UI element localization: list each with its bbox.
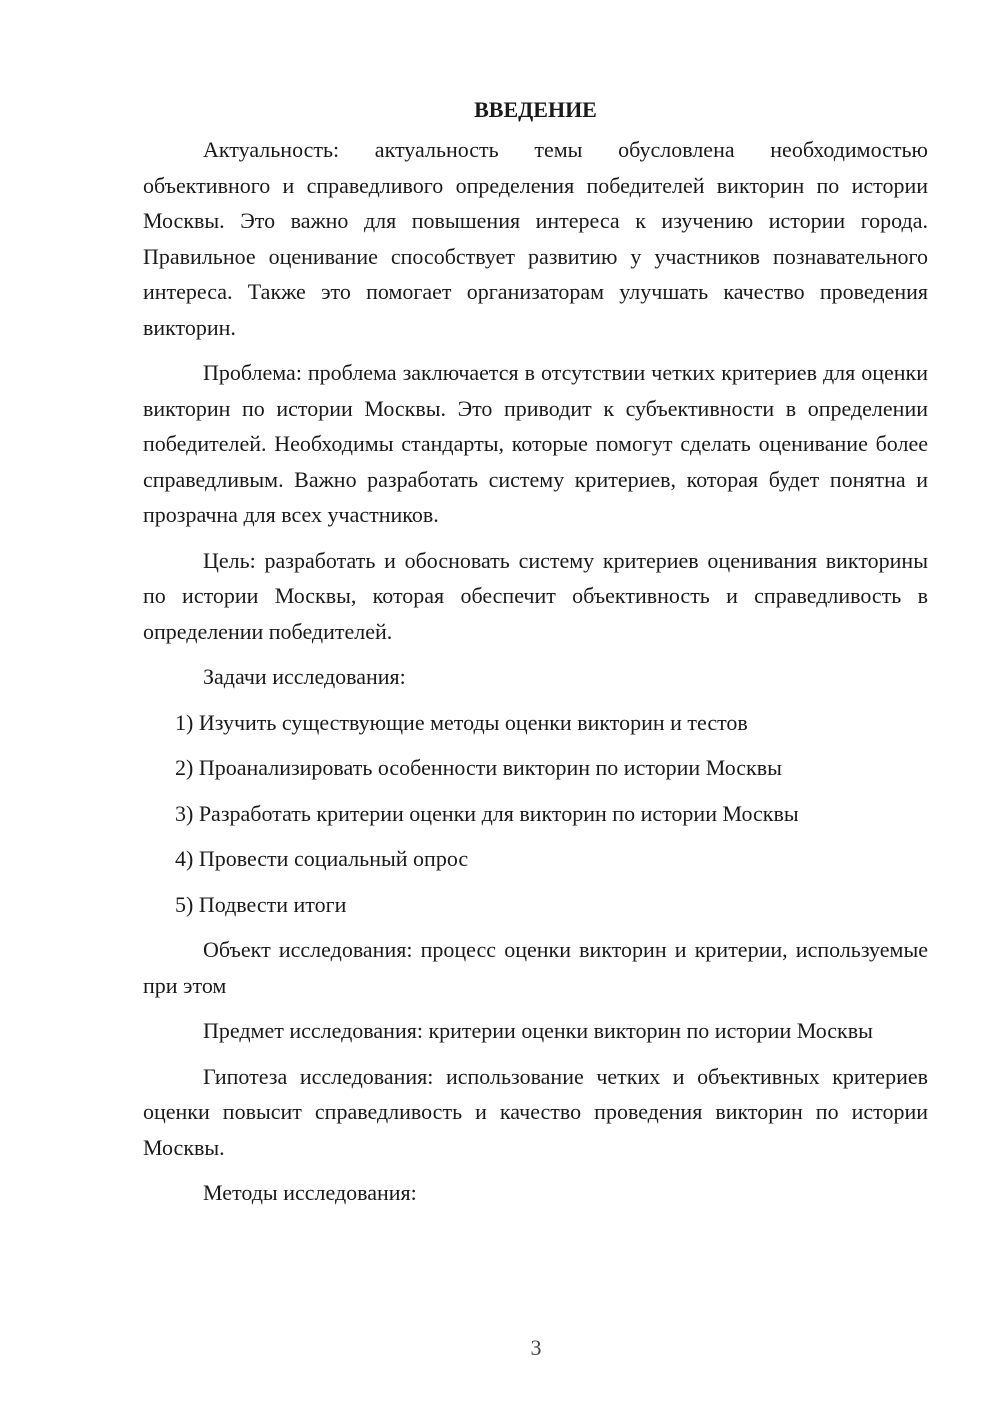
task-item: 4) Провести социальный опрос <box>175 846 469 871</box>
page-number: 3 <box>530 1335 542 1360</box>
section-title: ВВЕДЕНИЕ <box>474 97 597 122</box>
task-item: 3) Разработать критерии оценки для викторин по истории Москвы <box>175 800 799 826</box>
paragraph-subject: Предмет исследования: критерии оценки викторин по истории Москвы <box>203 1018 873 1043</box>
paragraph-hypothesis: Гипотеза исследования: использование четких и объективных критериев оценки повысит справедливость и качество проведения викторин по истории Москвы. <box>143 1063 928 1160</box>
task-item: 2) Проанализировать особенности викторин по истории Москвы <box>175 755 782 780</box>
paragraph-tasks-heading: Задачи исследования: <box>203 664 406 689</box>
tasks-list <box>143 705 928 923</box>
paragraph-methods-heading: Методы исследования: <box>203 1180 417 1205</box>
paragraph-object: Объект исследования: процесс оценки викторин и критерии, используемые при этом <box>143 937 928 998</box>
task-item: 1) Изучить существующие методы оценки викторин и тестов <box>175 709 748 735</box>
paragraph-problem: Проблема: проблема заключается в отсутствии четких критериев для оценки викторин по истории Москвы. Это приводит к субъективности в определении победителей. Необходимы стандарты, которые помогут сделать оценивание более справедливым. Важно разработать систему критериев, которая будет понятна и прозрачна для всех участников. <box>143 360 928 527</box>
task-item: 5) Подвести итоги <box>175 891 347 917</box>
paragraph-goal: Цель: разработать и обосновать систему критериев оценивания викторины по истории Москвы, которая обеспечит объективность и справедливость в определении победителей. <box>143 547 928 644</box>
document-body <box>143 92 928 1221</box>
paragraph-relevance: Актуальность: актуальность темы обусловлена необходимостью объективного и справедливого определения победителей викторин по истории Москвы. Это важно для повышения интереса к изучению истории города. Правильное оценивание способствует развитию у участников познавательного интереса. Также это помогает организаторам улучшать качество проведения викторин. <box>143 137 928 340</box>
